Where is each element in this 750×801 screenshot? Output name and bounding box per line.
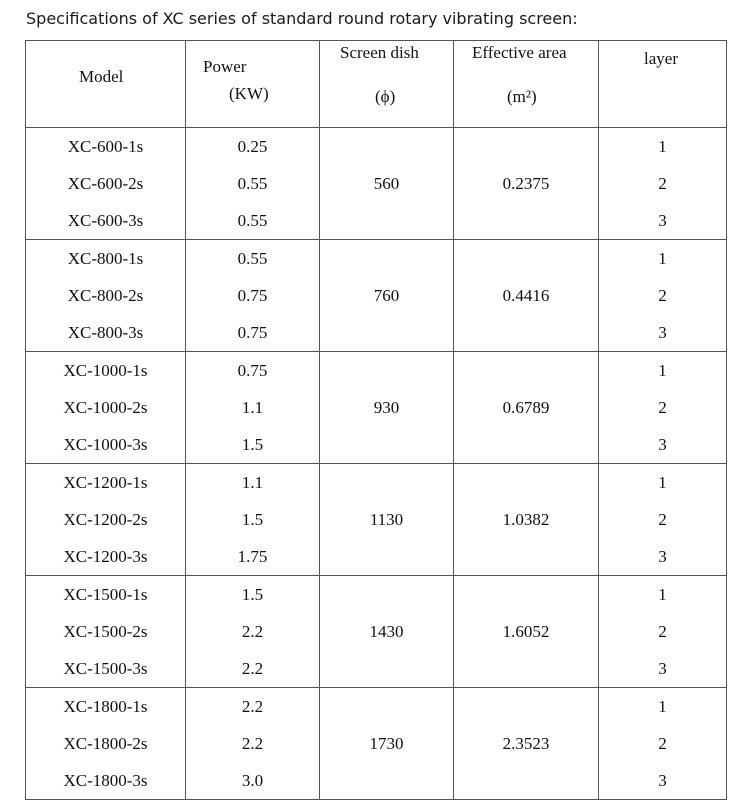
model-cell-value: XC-1000-3s (63, 435, 148, 454)
effective-area-cell: 0.6789 (454, 352, 599, 464)
header-power-label: Power (203, 57, 247, 76)
screen-dish-cell: 760 (320, 240, 454, 352)
screen-dish-cell: 930 (320, 352, 454, 464)
layer-cell-value: 2 (658, 286, 667, 305)
power-cell (186, 688, 320, 800)
layer-cell-value: 3 (658, 771, 667, 790)
model-cell-value: XC-1800-2s (63, 734, 148, 753)
layer-cell (599, 688, 727, 800)
table-row (26, 464, 727, 576)
layer-cell-value: 1 (658, 361, 667, 380)
header-model (26, 41, 186, 128)
layer-cell-value: 1 (658, 137, 667, 156)
power-cell-value: 0.55 (237, 249, 268, 268)
layer-cell-value: 1 (658, 585, 667, 604)
screen-dish-cell: 560 (320, 128, 454, 240)
model-cell-value: XC-1000-1s (63, 361, 148, 380)
layer-cell-value: 2 (658, 174, 667, 193)
model-cell-value: XC-800-2s (67, 286, 144, 305)
header-effective-area (454, 41, 599, 128)
effective-area-cell: 1.0382 (454, 464, 599, 576)
model-cell-value: XC-600-3s (67, 211, 144, 230)
effective-area-cell: 2.3523 (454, 688, 599, 800)
model-cell-value: XC-800-1s (67, 249, 144, 268)
header-power (186, 41, 320, 128)
header-effective-area-unit: (m²) (507, 87, 537, 106)
model-cell (26, 688, 186, 800)
layer-cell (599, 576, 727, 688)
table-row (26, 576, 727, 688)
model-cell-value: XC-1500-3s (63, 659, 148, 678)
power-cell (186, 240, 320, 352)
layer-cell-value: 3 (658, 211, 667, 230)
model-cell-value: XC-1500-2s (63, 622, 148, 641)
header-screen-dish (320, 41, 454, 128)
layer-cell-value: 2 (658, 510, 667, 529)
power-cell-value: 0.75 (237, 286, 268, 305)
model-cell-value: XC-600-2s (67, 174, 144, 193)
power-cell-value: 1.5 (241, 510, 264, 529)
layer-cell (599, 128, 727, 240)
power-cell-value: 2.2 (241, 697, 264, 716)
header-model-label: Model (79, 67, 124, 86)
model-cell-value: XC-1800-1s (63, 697, 148, 716)
model-cell (26, 352, 186, 464)
layer-cell-value: 3 (658, 659, 667, 678)
layer-cell (599, 464, 727, 576)
layer-cell-value: 1 (658, 697, 667, 716)
power-cell-value: 0.25 (237, 137, 268, 156)
power-cell (186, 576, 320, 688)
layer-cell-value: 2 (658, 734, 667, 753)
model-cell-value: XC-600-1s (67, 137, 144, 156)
power-cell (186, 464, 320, 576)
power-cell-value: 0.75 (237, 323, 268, 342)
model-cell-value: XC-1200-2s (63, 510, 148, 529)
power-cell-value: 1.1 (241, 473, 264, 492)
effective-area-cell: 0.4416 (454, 240, 599, 352)
header-power-unit: (KW) (229, 84, 269, 103)
power-cell (186, 128, 320, 240)
screen-dish-cell: 1730 (320, 688, 454, 800)
table-row (26, 128, 727, 240)
power-cell-value: 2.2 (241, 622, 264, 641)
power-cell-value: 1.5 (241, 435, 264, 454)
table-caption: Specifications of XC series of standard round rotary vibrating screen: (26, 9, 578, 28)
header-layer (599, 41, 727, 128)
layer-cell-value: 2 (658, 622, 667, 641)
model-cell (26, 464, 186, 576)
model-cell (26, 240, 186, 352)
model-cell-value: XC-1000-2s (63, 398, 148, 417)
layer-cell-value: 1 (658, 473, 667, 492)
table-row (26, 688, 727, 800)
header-row (26, 41, 727, 128)
model-cell-value: XC-1200-1s (63, 473, 148, 492)
power-cell-value: 1.1 (241, 398, 264, 417)
header-effective-area-label: Effective area (472, 43, 567, 62)
layer-cell-value: 3 (658, 323, 667, 342)
spec-table (25, 40, 727, 800)
power-cell-value: 2.2 (241, 734, 264, 753)
power-cell-value: 0.55 (237, 211, 268, 230)
screen-dish-cell: 1130 (320, 464, 454, 576)
header-screen-dish-label: Screen dish (340, 43, 419, 62)
power-cell-value: 0.75 (237, 361, 268, 380)
model-cell-value: XC-1800-3s (63, 771, 148, 790)
power-cell (186, 352, 320, 464)
header-screen-dish-unit: (ϕ) (375, 87, 396, 106)
power-cell-value: 1.75 (237, 547, 268, 566)
model-cell (26, 128, 186, 240)
effective-area-cell: 1.6052 (454, 576, 599, 688)
model-cell-value: XC-1200-3s (63, 547, 148, 566)
power-cell-value: 2.2 (241, 659, 264, 678)
layer-cell-value: 3 (658, 547, 667, 566)
layer-cell (599, 352, 727, 464)
power-cell-value: 1.5 (241, 585, 264, 604)
layer-cell-value: 2 (658, 398, 667, 417)
layer-cell (599, 240, 727, 352)
model-cell (26, 576, 186, 688)
table-row (26, 352, 727, 464)
layer-cell-value: 1 (658, 249, 667, 268)
model-cell-value: XC-1500-1s (63, 585, 148, 604)
screen-dish-cell: 1430 (320, 576, 454, 688)
header-layer-label: layer (644, 49, 678, 68)
layer-cell-value: 3 (658, 435, 667, 454)
power-cell-value: 3.0 (241, 771, 264, 790)
power-cell-value: 0.55 (237, 174, 268, 193)
model-cell-value: XC-800-3s (67, 323, 144, 342)
table-row (26, 240, 727, 352)
effective-area-cell: 0.2375 (454, 128, 599, 240)
